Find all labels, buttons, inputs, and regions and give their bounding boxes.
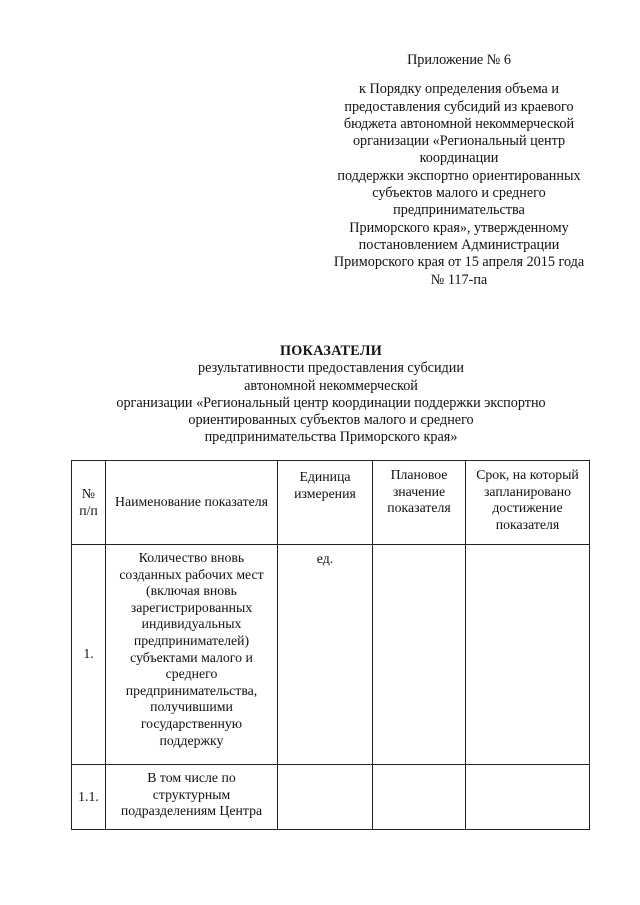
appendix-line: предоставления субсидий из краевого (344, 98, 574, 115)
appendix-line: предпринимательства (393, 202, 525, 219)
header-plan: Плановое значение показателя (373, 461, 466, 545)
appendix-line: № 117-па (430, 271, 488, 288)
document-title-block (80, 343, 582, 447)
title-line: предпринимательства Приморского края» (204, 429, 458, 446)
table-row (72, 765, 590, 830)
header-unit: Единица измерения (278, 461, 373, 545)
appendix-line: постановлением Администрации (358, 236, 560, 253)
row-num: 1. (72, 545, 106, 765)
table-row (72, 545, 590, 765)
header-deadline: Срок, на который запланировано достижение показателя (466, 461, 590, 545)
appendix-line: к Порядку определения объема и (359, 81, 559, 98)
row-unit (278, 765, 373, 830)
appendix-header (300, 52, 618, 289)
appendix-line: бюджета автономной некоммерческой (343, 115, 575, 132)
title-line: ориентированных субъектов малого и среднего (188, 412, 474, 429)
table-header-row (72, 461, 590, 545)
appendix-line: Приморского края», утвержденному (349, 219, 569, 236)
row-plan (373, 765, 466, 830)
row-name: Количество вновь созданных рабочих мест (включая вновь зарегистрированных индивидуальных предпринимателей) субъектами малого и среднего предпринимательства, получившими государственную поддержку (106, 545, 278, 765)
title-line: автономной некоммерческой (244, 377, 418, 394)
indicators-table (71, 460, 590, 830)
row-deadline (466, 545, 590, 765)
row-unit: ед. (278, 545, 373, 765)
row-name: В том числе по структурным подразделениям Центра (106, 765, 278, 830)
appendix-number: Приложение № 6 (407, 52, 511, 68)
title-line: результативности предоставления субсидии (198, 360, 464, 377)
appendix-line: координации (419, 150, 499, 167)
row-num: 1.1. (72, 765, 106, 830)
header-name: Наименование показателя (106, 461, 278, 545)
appendix-line: организации «Региональный центр (352, 133, 566, 150)
document-title: ПОКАЗАТЕЛИ (279, 343, 383, 359)
appendix-line: Приморского края от 15 апреля 2015 года (333, 254, 585, 271)
title-line: организации «Региональный центр координации поддержки экспортно (116, 394, 546, 411)
appendix-line: поддержки экспортно ориентированных (337, 167, 581, 184)
row-plan (373, 545, 466, 765)
row-deadline (466, 765, 590, 830)
appendix-line: субъектов малого и среднего (372, 185, 546, 202)
header-num: № п/п (72, 461, 106, 545)
